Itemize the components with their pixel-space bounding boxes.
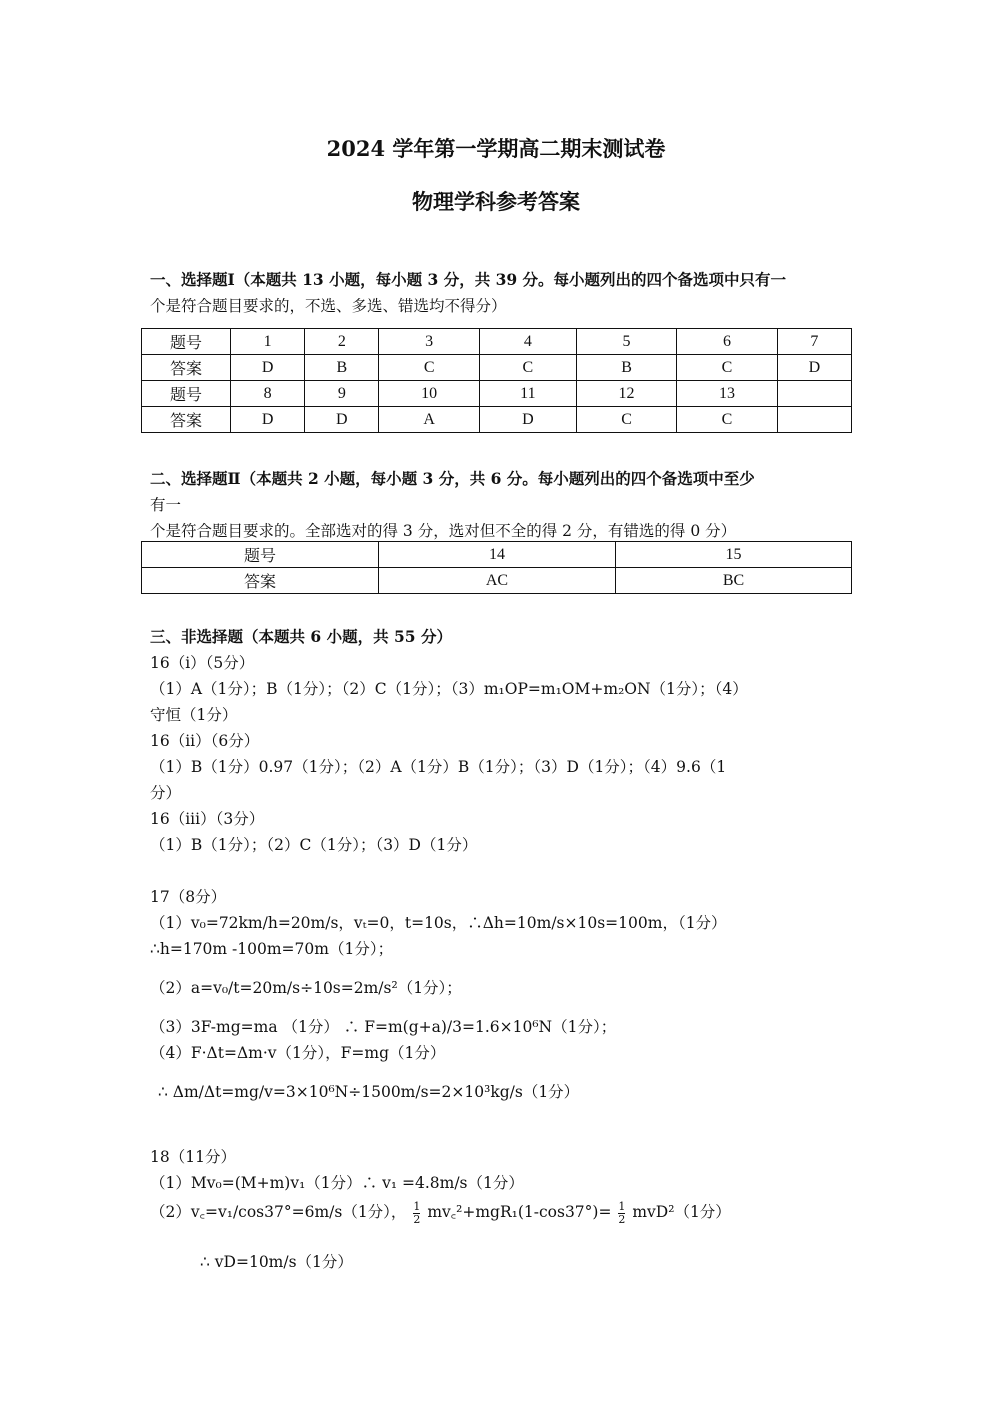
table-row — [142, 407, 852, 433]
answer-table-2 — [141, 541, 852, 594]
table-cell: 10 — [379, 381, 479, 407]
table-cell: C — [379, 355, 479, 381]
q16ii-line1: （1）B（1分）0.97（1分）；（2）A（1分）B（1分）；（3）D（1分）；（4）9.6（1 — [150, 758, 727, 776]
q17-line4: （3）3F-mg=ma （1分） ∴ F=m(g+a)/3=1.6×10⁶N（1分）； — [150, 1018, 617, 1036]
q16iii-title: 16（iii）（3分） — [150, 810, 265, 828]
row-label: 答案 — [142, 407, 231, 433]
section1-heading-cont: 个是符合题目要求的，不选、多选、错选均不得分） — [150, 297, 507, 315]
table-cell: 6 — [677, 329, 777, 355]
table-cell: 11 — [479, 381, 576, 407]
table-cell: 14 — [379, 542, 616, 568]
q18-line2 — [150, 1200, 731, 1226]
q16ii-title: 16（ii）（6分） — [150, 732, 260, 750]
q18-line2-part1: （2）v꜀=v₁/cos37°=6m/s（1分）， — [150, 1203, 407, 1221]
table-row — [142, 542, 852, 568]
table-cell: A — [379, 407, 479, 433]
table-cell: 2 — [305, 329, 379, 355]
answer-table-1 — [141, 328, 852, 433]
half-fraction — [618, 1201, 625, 1226]
q16iii-line1: （1）B（1分）；（2）C（1分）；（3）D（1分） — [150, 836, 478, 854]
row-label: 题号 — [142, 381, 231, 407]
table-row — [142, 329, 852, 355]
q16i-line2: 守恒（1分） — [150, 706, 238, 724]
table-cell: 15 — [616, 542, 852, 568]
section2-heading-cont: 有一 — [150, 496, 182, 514]
table-cell: 13 — [677, 381, 777, 407]
table-cell: C — [677, 355, 777, 381]
table-cell: 7 — [777, 329, 851, 355]
table-cell: D — [479, 407, 576, 433]
table-cell: B — [576, 355, 676, 381]
table-cell: C — [576, 407, 676, 433]
q16ii-line2: 分） — [150, 784, 182, 802]
page-title: 2024 学年第一学期高二期末测试卷 — [326, 136, 666, 161]
q18-line3: ∴ vD=10m/s（1分） — [200, 1253, 353, 1271]
fraction-numerator: 1 — [618, 1199, 626, 1213]
table-cell: AC — [379, 568, 616, 594]
table-cell: C — [479, 355, 576, 381]
q17-line3: （2）a=v₀/t=20m/s÷10s=2m/s²（1分）； — [150, 979, 462, 997]
table-cell: D — [777, 355, 851, 381]
table-cell: 12 — [576, 381, 676, 407]
table-cell: 9 — [305, 381, 379, 407]
q17-line1: （1）v₀=72km/h=20m/s，vₜ=0，t=10s，∴Δh=10m/s×10s=100m，（1分） — [150, 914, 727, 932]
table-cell: 1 — [231, 329, 305, 355]
table-cell: 8 — [231, 381, 305, 407]
q16i-line1: （1）A（1分）；B（1分）；（2）C（1分）；（3）m₁OP=m₁OM+m₂ON（1分）；（4） — [150, 680, 748, 698]
table-row — [142, 355, 852, 381]
table-cell: D — [305, 407, 379, 433]
table-cell: 4 — [479, 329, 576, 355]
table-row — [142, 568, 852, 594]
q17-line5: （4）F·Δt=Δm·v（1分），F=mg（1分） — [150, 1044, 446, 1062]
section3-heading: 三、非选择题（本题共 6 小题，共 55 分） — [150, 627, 452, 646]
q17-line2: ∴h=170m -100m=70m（1分）； — [150, 940, 394, 958]
q18-title: 18（11分） — [150, 1148, 236, 1166]
row-label: 题号 — [142, 542, 379, 568]
q17-line6: ∴ Δm/Δt=mg/v=3×10⁶N÷1500m/s=2×10³kg/s（1分） — [158, 1083, 580, 1101]
q18-line1: （1）Mv₀=(M+m)v₁（1分）∴ v₁ =4.8m/s（1分） — [150, 1174, 524, 1192]
q18-line2-part3: mvD²（1分） — [632, 1203, 731, 1221]
q18-line2-part2: mv꜀²+mgR₁(1-cos37°)= — [427, 1203, 612, 1221]
table-cell: BC — [616, 568, 852, 594]
q16i-title: 16（i）（5分） — [150, 654, 255, 672]
table-cell: 5 — [576, 329, 676, 355]
half-fraction — [413, 1201, 420, 1226]
fraction-denominator: 2 — [618, 1212, 626, 1226]
page-subtitle: 物理学科参考答案 — [412, 189, 580, 214]
section1-heading: 一、选择题Ⅰ（本题共 13 小题，每小题 3 分，共 39 分。每小题列出的四个备选项中只有一 — [150, 270, 787, 289]
table-cell: D — [231, 407, 305, 433]
fraction-numerator: 1 — [413, 1199, 421, 1213]
fraction-denominator: 2 — [413, 1212, 421, 1226]
section2-heading: 二、选择题Ⅱ（本题共 2 小题，每小题 3 分，共 6 分。每小题列出的四个备选项中至少 — [150, 469, 755, 488]
table-cell: C — [677, 407, 777, 433]
table-cell: D — [231, 355, 305, 381]
table-cell — [777, 407, 851, 433]
section2-heading-cont2: 个是符合题目要求的。全部选对的得 3 分，选对但不全的得 2 分，有错选的得 0 分） — [150, 522, 737, 540]
table-cell: B — [305, 355, 379, 381]
q17-title: 17（8分） — [150, 888, 227, 906]
table-cell: 3 — [379, 329, 479, 355]
row-label: 答案 — [142, 568, 379, 594]
row-label: 题号 — [142, 329, 231, 355]
row-label: 答案 — [142, 355, 231, 381]
table-cell — [777, 381, 851, 407]
table-row — [142, 381, 852, 407]
